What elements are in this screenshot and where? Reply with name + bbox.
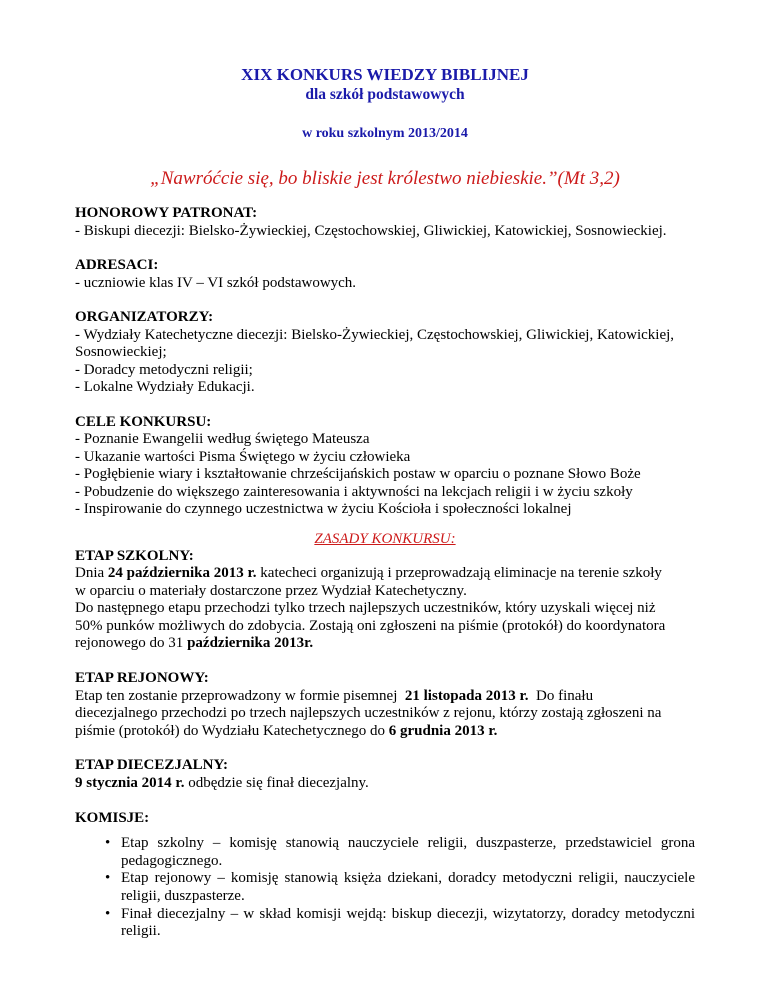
section-heading: HONOROWY PATRONAT:: [75, 205, 258, 221]
section-heading: KOMISJE:: [75, 809, 150, 826]
text-run: Dnia: [75, 565, 108, 582]
paragraph-line: Do następnego etapu przechodzi tylko trzech najlepszych uczestników, który uzyskali więcej niż: [75, 600, 656, 617]
section-heading: ETAP DIECEZJALNY:: [75, 757, 228, 774]
section-line: - Doradcy metodyczni religii;: [75, 361, 253, 378]
date-highlight: 9 stycznia 2014 r.: [75, 775, 185, 792]
section-adresaci: [75, 257, 695, 292]
text-run: rejonowego do 31: [75, 635, 188, 652]
section-line: - Wydziały Katechetyczne diecezji: Bielsko-Żywieckiej, Częstochowskiej, Gliwickiej, Katowickiej,: [75, 326, 675, 343]
paragraph-line: [75, 775, 695, 793]
section-etap-diecezjalny: [75, 757, 695, 792]
section-cele: [75, 414, 695, 519]
document-title: XIX KONKURS WIEDZY BIBLIJNEJ: [241, 65, 529, 84]
list-item: [105, 905, 695, 941]
section-heading: ORGANIZATORZY:: [75, 309, 214, 325]
section-heading: ETAP REJONOWY:: [75, 670, 209, 687]
school-year: w roku szkolnym 2013/2014: [302, 126, 468, 141]
date-highlight: 24 października 2013 r.: [107, 565, 257, 582]
text-run: piśmie (protokół) do Wydziału Katechetycznego do: [75, 722, 389, 739]
bible-quote: „Nawróćcie się, bo bliskie jest królestwo niebieskie.”(Mt 3,2): [150, 168, 620, 189]
section-line: - Poznanie Ewangelii według świętego Mateusza: [75, 431, 370, 447]
section-heading: ETAP SZKOLNY:: [75, 547, 194, 564]
rules-heading: ZASADY KONKURSU:: [314, 530, 456, 547]
section-line: - Lokalne Wydziały Edukacji.: [75, 379, 255, 395]
paragraph-line: [75, 723, 695, 741]
bullet-icon: •: [105, 870, 111, 887]
text-run: Do finału: [528, 687, 594, 704]
section-line: - Pobudzenie do większego zainteresowania i aktywności na lekcjach religii i w życiu szkoły: [75, 483, 633, 500]
date-highlight: października 2013r.: [187, 635, 314, 652]
section-line: - Biskupi diecezji: Bielsko-Żywieckiej, Częstochowskiej, Gliwickiej, Katowickiej, Sosnowieckiej.: [75, 222, 667, 239]
section-line: - Inspirowanie do czynnego uczestnictwa w życiu Kościoła i społeczności lokalnej: [75, 501, 572, 517]
bullet-icon: •: [105, 835, 111, 852]
section-komisje: [75, 810, 695, 941]
section-line: - Ukazanie wartości Pisma Świętego w życiu człowieka: [75, 448, 411, 465]
section-line: - Pogłębienie wiary i kształtowanie chrześcijańskich postaw w oparciu o poznane Słowo Boże: [75, 466, 641, 482]
document-subtitle: dla szkół podstawowych: [305, 86, 465, 103]
section-organizatorzy: [75, 309, 695, 397]
text-run: odbędzie się finał diecezjalny.: [184, 775, 369, 792]
date-highlight: 21 listopada 2013 r.: [404, 687, 529, 704]
section-etap-szkolny: [75, 548, 695, 654]
paragraph-line: diecezjalnego przechodzi po trzech najlepszych uczestników z rejonu, którzy zostają zgłoszeni na: [75, 705, 662, 722]
section-line: Sosnowieckiej;: [75, 344, 167, 360]
section-patronat: [75, 205, 695, 240]
paragraph-line: [75, 688, 695, 706]
section-heading: ADRESACI:: [75, 257, 159, 273]
paragraph-line: [75, 635, 695, 653]
paragraph-line: 50% punków możliwych do zdobycia. Zostają oni zgłoszeni na piśmie (protokół) do koordynatora: [75, 617, 666, 634]
section-etap-rejonowy: [75, 670, 695, 740]
paragraph-line: w oparciu o materiały dostarczone przez Wydział Katechetyczny.: [75, 582, 467, 599]
list-item-text: Etap rejonowy – komisję stanowią księża dziekani, doradcy metodyczni religii, nauczyciele religii, duszpasterze.: [121, 870, 695, 904]
date-highlight: 6 grudnia 2013 r.: [388, 722, 498, 739]
committee-list: [75, 835, 695, 941]
list-item-text: Etap szkolny – komisję stanowią nauczyciele religii, duszpasterze, przedstawiciel grona pedagogicznego.: [121, 835, 695, 869]
document-page: [75, 60, 695, 941]
text-run: Etap ten zostanie przeprowadzony w formie pisemnej: [75, 687, 405, 704]
list-item: [105, 870, 695, 905]
section-line: - uczniowie klas IV – VI szkół podstawowych.: [75, 274, 357, 291]
text-run: katecheci organizują i przeprowadzają eliminacje na terenie szkoły: [256, 565, 662, 582]
list-item: [105, 835, 695, 870]
bullet-icon: •: [105, 905, 111, 922]
list-item-text: Finał diecezjalny – w skład komisji wejdą: biskup diecezji, wizytatorzy, doradcy metodyczni religii.: [121, 905, 695, 940]
paragraph-line: [75, 565, 695, 583]
section-heading: CELE KONKURSU:: [75, 413, 212, 430]
